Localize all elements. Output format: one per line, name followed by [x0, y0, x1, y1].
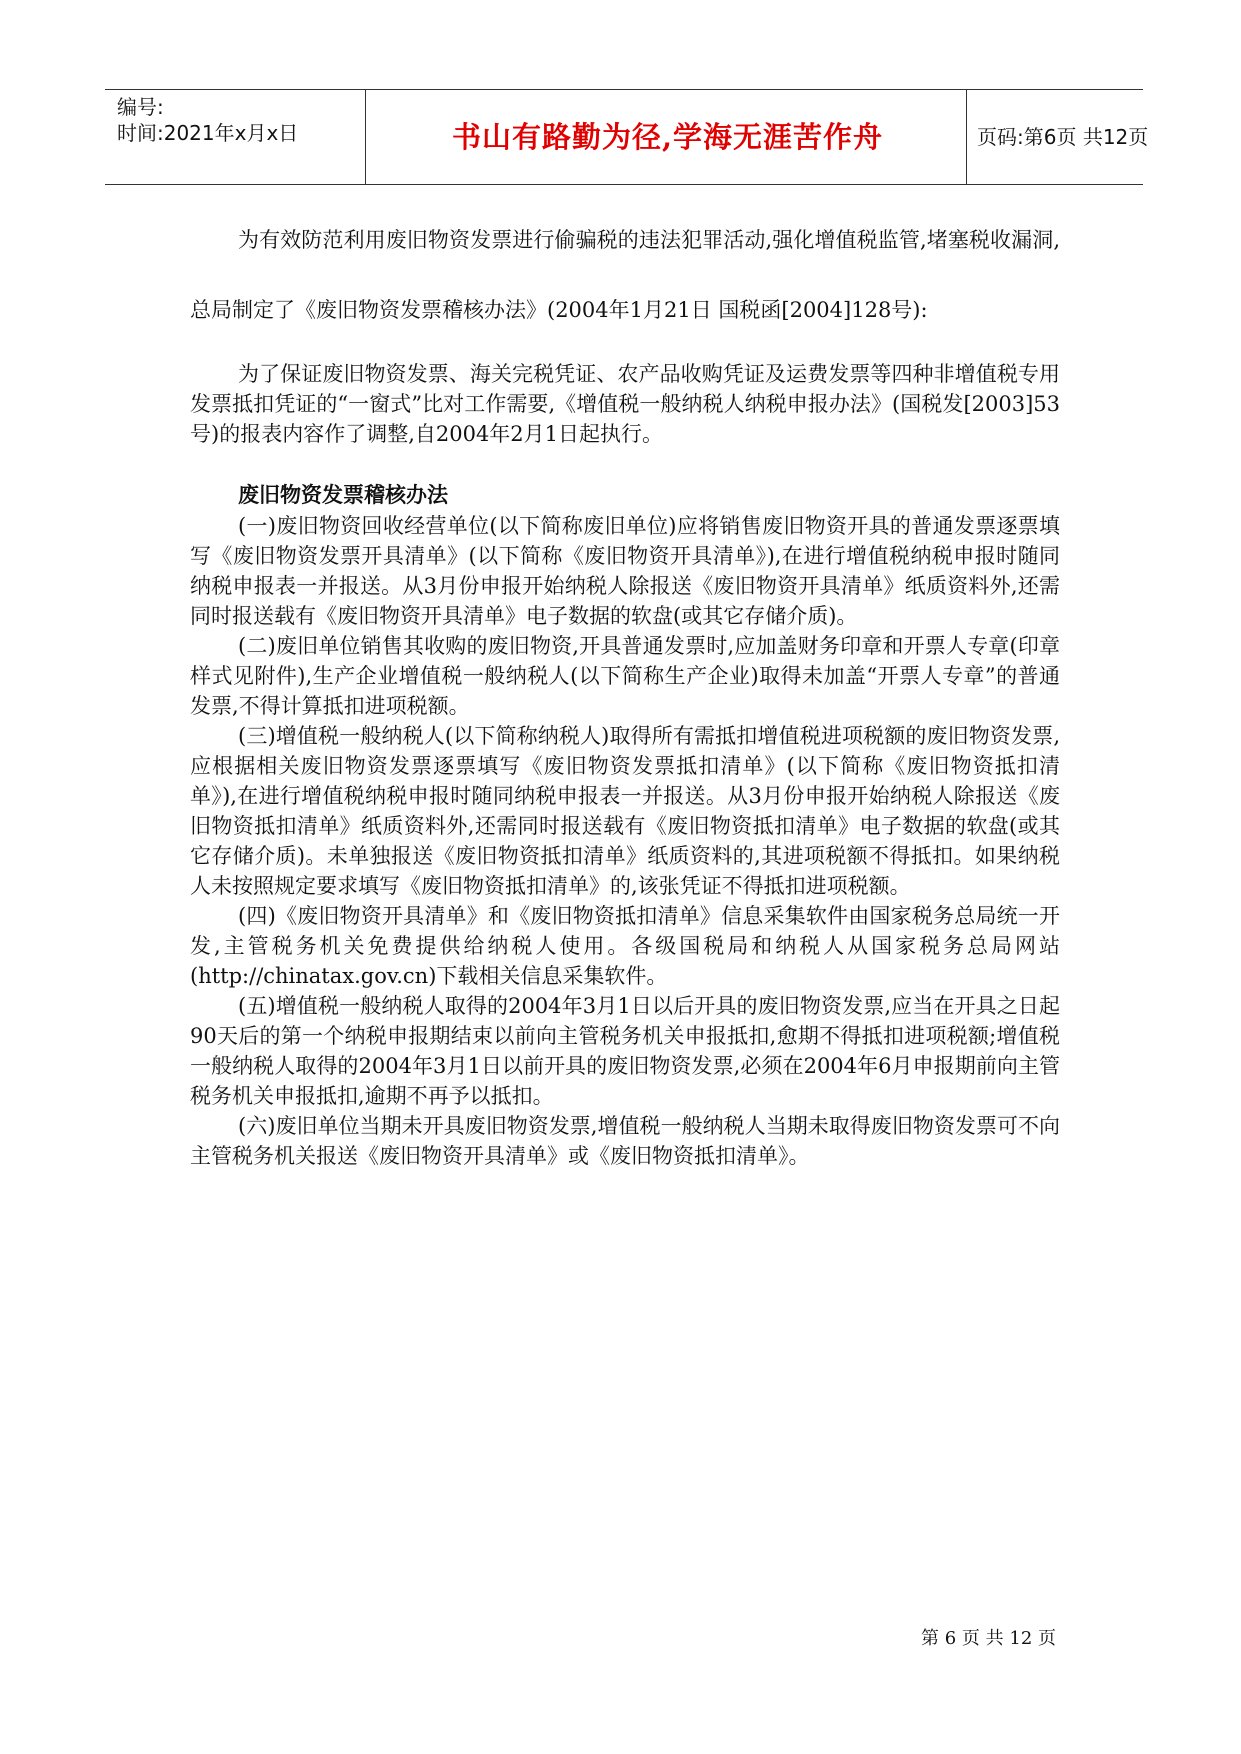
header-page-number: 页码:第6页 共12页 — [977, 125, 1149, 149]
section-item: (三)增值税一般纳税人(以下简称纳税人)取得所有需抵扣增值税进项税额的废旧物资发票,应根据相关废旧物资发票逐票填写《废旧物资发票抵扣清单》(以下简称《废旧物资抵扣清单》),在进行增值税纳税申报时随同纳税申报表一并报送。从3月份申报开始纳税人除报送《废旧物资抵扣清单》纸质资料外,还需同时报送载有《废旧物资抵扣清单》电子数据的软盘(或其它存储介质)。未单独报送《废旧物资抵扣清单》纸质资料的,其进项税额不得抵扣。如果纳税人未按照规定要求填写《废旧物资抵扣清单》的,该张凭证不得抵扣进项税额。 — [190, 724, 1060, 898]
header-divider — [966, 90, 967, 184]
header-slogan: 书山有路勤为径,学海无涯苦作舟 — [451, 120, 884, 154]
section-item: (四)《废旧物资开具清单》和《废旧物资抵扣清单》信息采集软件由国家税务总局统一开发,主管税务机关免费提供给纳税人使用。各级国税局和纳税人从国家税务总局网站(http://chinatax.gov.cn)下载相关信息采集软件。 — [190, 904, 1060, 988]
section-item: (二)废旧单位销售其收购的废旧物资,开具普通发票时,应加盖财务印章和开票人专章(印章样式见附件),生产企业增值税一般纳税人(以下简称生产企业)取得未加盖“开票人专章”的普通发票,不得计算抵扣进项税额。 — [190, 634, 1060, 718]
document-number-label: 编号: — [117, 95, 164, 119]
section-item: (五)增值税一般纳税人取得的2004年3月1日以后开具的废旧物资发票,应当在开具之日起90天后的第一个纳税申报期结束以前向主管税务机关申报抵扣,愈期不得抵扣进项税额;增值税一般纳税人取得的2004年3月1日以前开具的废旧物资发票,必须在2004年6月申报期前向主管税务机关申报抵扣,逾期不再予以抵扣。 — [190, 994, 1060, 1108]
document-time-label: 时间:2021年x月x日 — [117, 121, 299, 145]
section-item: (六)废旧单位当期未开具废旧物资发票,增值税一般纳税人当期未取得废旧物资发票可不向主管税务机关报送《废旧物资开具清单》或《废旧物资抵扣清单》。 — [190, 1114, 1060, 1168]
document-body — [190, 205, 1060, 1171]
header-divider — [365, 90, 366, 184]
section-item: (一)废旧物资回收经营单位(以下简称废旧单位)应将销售废旧物资开具的普通发票逐票填写《废旧物资发票开具清单》(以下简称《废旧物资开具清单》),在进行增值税纳税申报时随同纳税申报表一并报送。从3月份申报开始纳税人除报送《废旧物资开具清单》纸质资料外,还需同时报送载有《废旧物资开具清单》电子数据的软盘(或其它存储介质)。 — [190, 514, 1060, 628]
intro-paragraph: 为了保证废旧物资发票、海关完税凭证、农产品收购凭证及运费发票等四种非增值税专用发票抵扣凭证的“一窗式”比对工作需要,《增值税一般纳税人纳税申报办法》(国税发[2003]53号)的报表内容作了调整,自2004年2月1日起执行。 — [190, 362, 1060, 446]
section-title: 废旧物资发票稽核办法 — [238, 483, 448, 507]
header-meta — [117, 90, 367, 184]
page-header — [105, 89, 1149, 185]
page-footer: 第 6 页 共 12 页 — [921, 1628, 1056, 1649]
intro-paragraph: 为有效防范利用废旧物资发票进行偷骗税的违法犯罪活动,强化增值税监管,堵塞税收漏洞,总局制定了《废旧物资发票稽核办法》(2004年1月21日 国税函[2004]128号): — [190, 228, 1060, 322]
